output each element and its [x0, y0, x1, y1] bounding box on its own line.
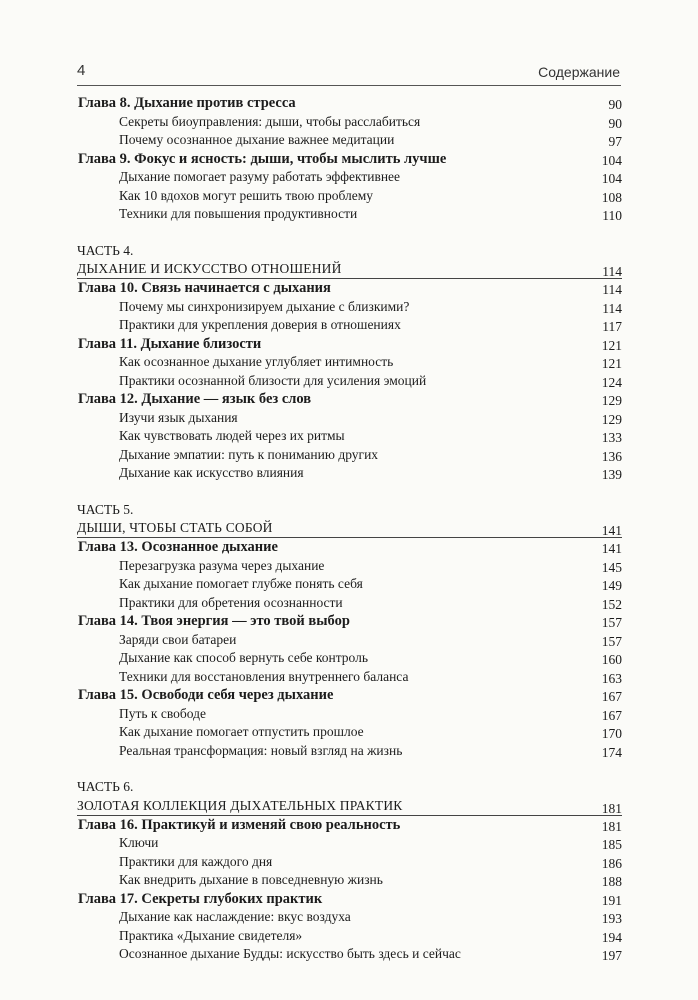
section-title: Содержание [538, 64, 620, 80]
toc-page-number: 157 [601, 633, 622, 649]
toc-page-number: 141 [601, 523, 622, 538]
toc-entry-title: Секреты биоуправления: дыши, чтобы расслабиться [119, 113, 421, 129]
toc-entry-title: Реальная трансформация: новый взгляд на жизнь [119, 742, 403, 758]
toc-entry-title: Дыхание эмпатии: путь к пониманию других [119, 446, 379, 462]
toc-section-entry [77, 205, 622, 224]
toc-section-entry [77, 723, 622, 742]
toc-entry-title: Глава 13. Осознанное дыхание [78, 539, 278, 555]
toc-entry-title: Путь к свободе [119, 705, 206, 721]
toc-chapter-entry [77, 94, 622, 113]
toc-section-entry [77, 668, 622, 687]
toc-page-number: 181 [601, 818, 622, 834]
toc-page-number: 133 [601, 430, 622, 445]
toc-chapter-entry [77, 390, 622, 409]
toc-section-entry [77, 557, 622, 576]
toc-page-number: 170 [601, 726, 622, 741]
toc-page-number: 141 [601, 541, 622, 556]
toc-section-entry [77, 575, 622, 594]
toc-gap [77, 483, 622, 501]
toc-gap [77, 760, 622, 778]
toc-entry-title: Техники для восстановления внутреннего баланса [119, 668, 409, 684]
toc-section-entry [77, 187, 622, 206]
toc-chapter-entry [77, 279, 622, 298]
toc-section-entry [77, 853, 622, 872]
toc-page-number: 186 [601, 855, 622, 871]
toc-entry-title: Изучи язык дыхания [119, 409, 238, 425]
toc-page-number: 185 [601, 837, 622, 852]
toc-section-entry [77, 834, 622, 853]
page-number: 4 [77, 62, 86, 79]
toc-page-number: 188 [601, 874, 622, 889]
toc-entry-title: ЧАСТЬ 6. [77, 779, 134, 794]
toc-section-entry [77, 649, 622, 668]
toc-page-number: 136 [601, 448, 622, 464]
toc-section-entry [77, 409, 622, 428]
toc-chapter-entry [77, 612, 622, 631]
toc-entry-title: Как дыхание помогает глубже понять себя [119, 576, 363, 591]
toc-entry-title: Перезагрузка разума через дыхание [119, 557, 325, 573]
toc-entry-title: Глава 8. Дыхание против стресса [78, 95, 296, 111]
toc-page-number: 121 [601, 356, 622, 371]
toc-section-entry [77, 594, 622, 613]
toc-entry-title: ЧАСТЬ 5. [77, 501, 134, 517]
toc-entry-title: Почему мы синхронизируем дыхание с близкими? [119, 298, 410, 314]
toc-section-entry [77, 131, 622, 150]
toc-page-number: 193 [601, 911, 622, 926]
toc-entry-title: Почему осознанное дыхание важнее медитации [119, 132, 395, 147]
toc-entry-title: Дыхание как способ вернуть себе контроль [119, 650, 369, 665]
toc-page-number: 117 [602, 319, 622, 334]
toc-page-number: 181 [601, 800, 622, 816]
toc-entry-title: Практики для каждого дня [119, 853, 273, 869]
toc-page-number: 104 [601, 152, 622, 168]
toc-page-number: 167 [601, 707, 622, 723]
toc-entry-title: Глава 17. Секреты глубоких практик [78, 890, 323, 907]
toc-chapter-entry [77, 150, 622, 169]
toc-section-entry [77, 705, 622, 724]
toc-entry-title: Техники для повышения продуктивности [119, 206, 358, 221]
toc-page-number: 97 [608, 134, 622, 149]
toc-section-entry [77, 908, 622, 927]
toc-page-number: 110 [602, 208, 622, 223]
toc-gap [77, 224, 622, 242]
toc-page-number: 163 [601, 670, 622, 686]
toc-chapter-entry [77, 816, 622, 835]
toc-entry-title: Осознанное дыхание Будды: искусство быть здесь и сейчас [119, 946, 461, 961]
toc-section-entry [77, 945, 622, 964]
toc-entry-title: Заряди свои батареи [119, 631, 237, 647]
toc-entry-title: Как дыхание помогает отпустить прошлое [119, 724, 364, 739]
toc-entry-title: Как 10 вдохов могут решить твою проблему [119, 187, 374, 203]
toc-chapter-entry [77, 686, 622, 705]
toc-entry-title: Глава 14. Твоя энергия — это твой выбор [78, 613, 350, 629]
toc-page-number: 104 [601, 171, 622, 186]
toc-section-entry [77, 871, 622, 890]
toc-page-number: 108 [601, 189, 622, 205]
toc-page-number: 90 [608, 97, 622, 112]
toc-entry-title: Как чувствовать людей через их ритмы [119, 428, 345, 443]
toc-section-entry [77, 464, 622, 483]
toc-chapter-entry [77, 538, 622, 557]
toc-page-number: 90 [608, 115, 622, 131]
toc-page-number: 167 [601, 689, 622, 704]
toc-part-title [77, 797, 622, 816]
toc-page-number: 152 [601, 596, 622, 612]
toc-entry-title: Глава 16. Практикуй и изменяй свою реальность [78, 816, 401, 833]
toc-page-number: 145 [601, 559, 622, 575]
toc-entry-title: Дыхание как наслаждение: вкус воздуха [119, 909, 351, 924]
toc-entry-title: Глава 15. Освободи себя через дыхание [78, 687, 334, 703]
toc-entry-title: Ключи [119, 835, 159, 850]
toc-section-entry [77, 113, 622, 132]
toc-page-number: 149 [601, 578, 622, 593]
toc-entry-title: ЗОЛОТАЯ КОЛЛЕКЦИЯ ДЫХАТЕЛЬНЫХ ПРАКТИК [77, 797, 403, 813]
toc-entry-title: Практики для обретения осознанности [119, 594, 343, 610]
toc-entry-title: Дыхание помогает разуму работать эффективнее [119, 169, 401, 184]
toc-entry-title: Практики для укрепления доверия в отношениях [119, 317, 401, 332]
toc-part-label [77, 242, 622, 261]
toc-chapter-entry [77, 890, 622, 909]
toc-section-entry [77, 742, 622, 761]
toc-page-number: 194 [601, 929, 622, 945]
toc-entry-title: Практики осознанной близости для усиления эмоций [119, 372, 427, 388]
toc-chapter-entry [77, 335, 622, 354]
toc-part-label [77, 501, 622, 520]
toc-entry-title: Глава 9. Фокус и ясность: дыши, чтобы мыслить лучше [78, 150, 447, 167]
toc-page-number: 114 [602, 282, 622, 297]
table-of-contents [77, 94, 622, 964]
toc-entry-title: ДЫШИ, ЧТОБЫ СТАТЬ СОБОЙ [77, 520, 273, 535]
toc-section-entry [77, 316, 622, 335]
toc-page-number: 174 [601, 744, 622, 760]
toc-section-entry [77, 927, 622, 946]
toc-page-number: 191 [601, 892, 622, 908]
header-rule [77, 85, 621, 86]
toc-part-title [77, 260, 622, 279]
toc-entry-title: ДЫХАНИЕ И ИСКУССТВО ОТНОШЕНИЙ [77, 261, 342, 276]
toc-section-entry [77, 372, 622, 391]
running-head [0, 0, 698, 90]
toc-section-entry [77, 353, 622, 372]
toc-page-number: 114 [602, 264, 622, 279]
toc-page-number: 129 [601, 411, 622, 427]
toc-entry-title: Практика «Дыхание свидетеля» [119, 927, 303, 943]
toc-part-label [77, 778, 622, 797]
toc-entry-title: Глава 11. Дыхание близости [78, 335, 262, 352]
toc-page-number: 139 [601, 467, 622, 482]
toc-entry-title: Как внедрить дыхание в повседневную жизнь [119, 872, 383, 887]
toc-section-entry [77, 427, 622, 446]
toc-section-entry [77, 298, 622, 317]
toc-entry-title: Как осознанное дыхание углубляет интимность [119, 354, 394, 369]
toc-section-entry [77, 446, 622, 465]
toc-page-number: 114 [602, 300, 622, 316]
toc-page-number: 121 [601, 337, 622, 353]
toc-entry-title: ЧАСТЬ 4. [77, 242, 134, 258]
toc-page-number: 129 [601, 393, 622, 408]
toc-part-title [77, 519, 622, 538]
toc-page-number: 124 [601, 374, 622, 390]
toc-page-number: 157 [601, 615, 622, 630]
toc-page-number: 197 [601, 948, 622, 963]
toc-page-number: 160 [601, 652, 622, 667]
toc-entry-title: Глава 12. Дыхание — язык без слов [78, 391, 312, 407]
toc-entry-title: Дыхание как искусство влияния [119, 465, 304, 480]
toc-entry-title: Глава 10. Связь начинается с дыхания [78, 280, 331, 296]
toc-section-entry [77, 168, 622, 187]
toc-section-entry [77, 631, 622, 650]
